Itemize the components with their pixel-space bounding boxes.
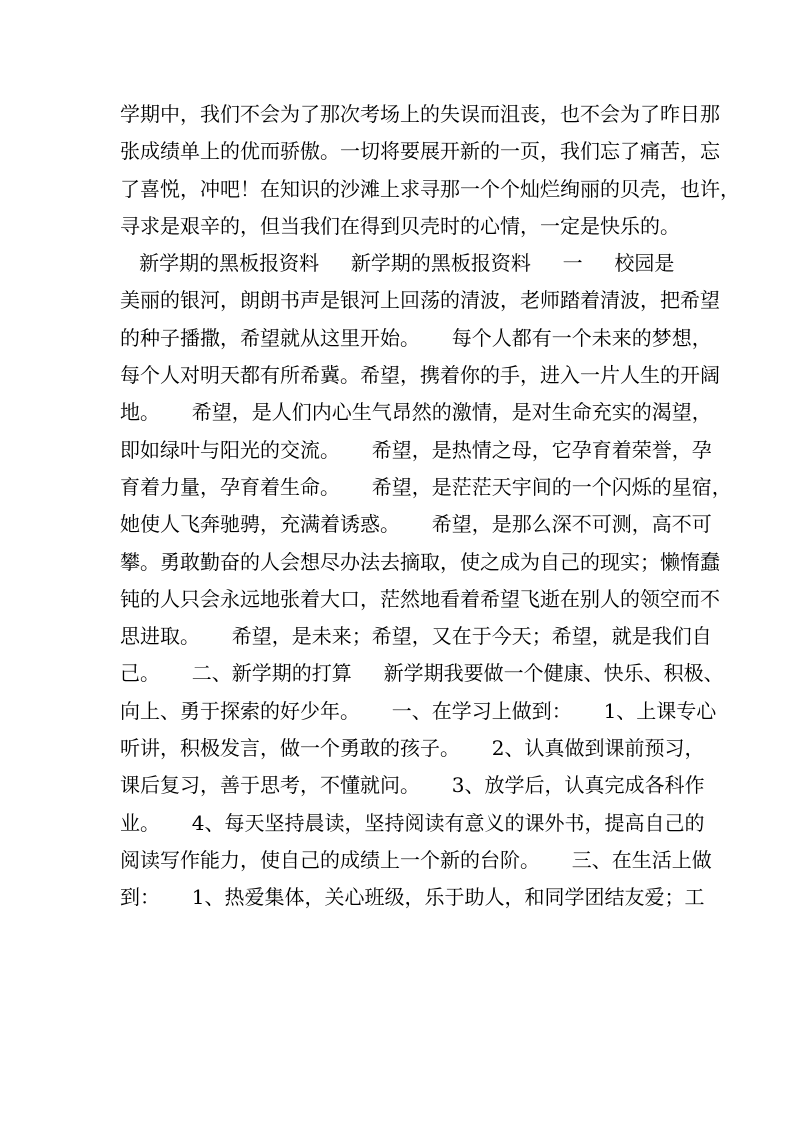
text-line: 寻求是艰辛的，但当我们在得到贝壳时的心情，一定是快乐的。 — [120, 213, 680, 238]
text-line: 的种子播撒，希望就从这里开始。 每个人都有一个未来的梦想， — [120, 325, 712, 350]
text-line: 钝的人只会永远地张着大口，茫然地看着希望飞逝在别人的领空而不 — [120, 586, 720, 611]
body-text — [120, 96, 740, 917]
text-line: 美丽的银河，朗朗书声是银河上回荡的清波，老师踏着清波，把希望 — [120, 288, 720, 313]
text-line: 学期中，我们不会为了那次考场上的失误而沮丧，也不会为了昨日那 — [120, 102, 720, 126]
text-line: 地。 希望，是人们内心生气昂然的激情，是对生命充实的渴望， — [120, 400, 712, 425]
text-line: 她使人飞奔驰骋，充满着诱惑。 希望，是那么深不可测，高不可 — [120, 512, 712, 537]
text-line: 阅读写作能力，使自己的成绩上一个新的台阶。 三、在生活上做 — [120, 847, 712, 872]
text-line: 育着力量，孕育着生命。 希望，是茫茫天宇间的一个闪烁的星宿， — [120, 474, 732, 499]
text-line: 了喜悦，冲吧！在知识的沙滩上求寻那一个个灿烂绚丽的贝壳，也许， — [120, 176, 740, 201]
text-line: 向上、勇于探索的好少年。 一、在学习上做到： 1、上课专心 — [120, 698, 717, 723]
text-line: 攀。勇敢勤奋的人会想尽办法去摘取，使之成为自己的现实；懒惰蠢 — [120, 549, 720, 574]
text-line: 张成绩单上的优而骄傲。一切将要展开新的一页，我们忘了痛苦，忘 — [120, 139, 720, 164]
text-line: 听讲，积极发言，做一个勇敢的孩子。 2、认真做到课前预习， — [120, 736, 705, 761]
text-line: 业。 4、每天坚持晨读，坚持阅读有意义的课外书，提高自己的 — [120, 810, 705, 835]
text-line: 课后复习，善于思考，不懂就问。 3、放学后，认真完成各科作 — [120, 773, 705, 798]
text-line: 每个人对明天都有所希冀。希望，携着你的手，进入一片人生的开阔 — [120, 363, 720, 388]
text-line: 己。 二、新学期的打算 新学期我要做一个健康、快乐、积极、 — [120, 661, 724, 686]
text-line: 思进取。 希望，是未来；希望，又在于今天；希望，就是我们自 — [120, 624, 712, 649]
text-line: 到： 1、热爱集体，关心班级，乐于助人，和同学团结友爱；工 — [120, 885, 705, 910]
text-line: 即如绿叶与阳光的交流。 希望，是热情之母，它孕育着荣誉，孕 — [120, 437, 712, 462]
text-line: 新学期的黑板报资料 新学期的黑板报资料 一 校园是 — [120, 251, 675, 276]
